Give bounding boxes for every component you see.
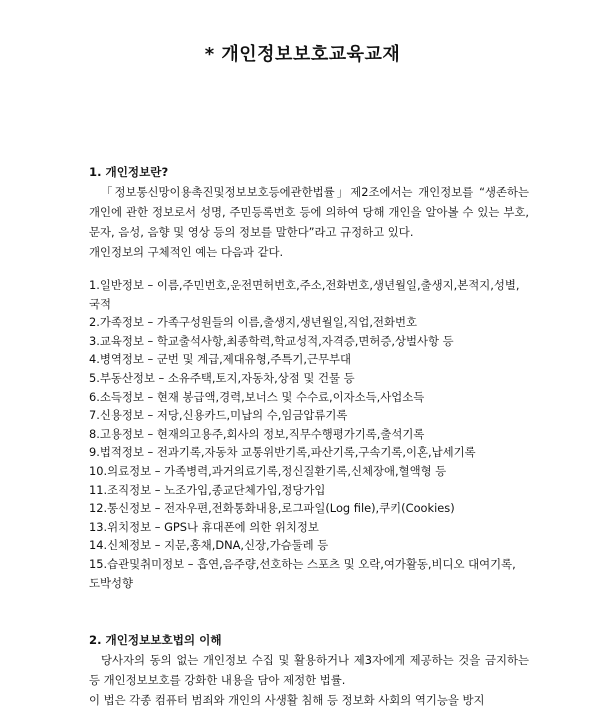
document-title: * 개인정보보호교육교재 — [204, 44, 401, 65]
list-item: 1.일반정보 – 이름,주민번호,운전면허번호,주소,전화번호,생년월일,출생지,본적지,성별,국적 — [89, 278, 520, 311]
section-1-paragraph: 「정보통신망이용촉진및정보보호등에관한법률」제2조에서는 개인정보를 “생존하는 개인에 관한 정보로서 성명, 주민등록번호 등에 의하여 당해 개인을 알아볼 수 있는 부호, 문자, 음성, 음향 및 영상 등의 정보를 말한다”라고 규정하고 있다. — [89, 185, 529, 239]
list-item: 15.습관및취미정보 – 흡연,음주량,선호하는 스포츠 및 오락,여가활동,비디오 대여기록,도박성향 — [89, 556, 516, 590]
list-item: 12.통신정보 – 전자우편,전화통화내용,로그파일(Log file),쿠키(Cookies) — [89, 501, 455, 516]
list-item: 11.조직정보 – 노조가입,종교단체가입,정당가입 — [89, 482, 326, 497]
list-item: 13.위치정보 – GPS나 휴대폰에 의한 위치정보 — [89, 519, 319, 534]
list-item: 8.고용정보 – 현재의고용주,회사의 정보,직무수행평가기록,출석기록 — [89, 426, 425, 441]
document-body — [89, 162, 529, 710]
list-item: 6.소득정보 – 현재 봉급액,경력,보너스 및 수수료,이자소득,사업소득 — [89, 389, 425, 404]
list-item: 3.교육정보 – 학교출석사항,최종학력,학교성적,자격증,면허증,상벌사항 등 — [89, 333, 454, 348]
personal-info-list — [89, 276, 529, 592]
list-item: 4.병역정보 – 군번 및 계급,제대유형,주특기,근무부대 — [89, 352, 351, 367]
list-item: 9.법적정보 – 전과기록,자동차 교통위반기록,파산기록,구속기록,이혼,납세기록 — [89, 445, 476, 460]
list-item: 2.가족정보 – 가족구성원들의 이름,출생지,생년월일,직업,전화번호 — [89, 315, 417, 330]
list-item: 14.신체정보 – 지문,홍채,DNA,신장,가슴둘레 등 — [89, 538, 329, 553]
list-item: 7.신용정보 – 저당,신용카드,미납의 수,임금압류기록 — [89, 408, 348, 423]
section-1-examples-intro: 개인정보의 구체적인 예는 다음과 같다. — [89, 245, 284, 259]
spacer — [89, 262, 529, 276]
list-item: 10.의료정보 – 가족병력,과거의료기록,정신질환기록,신체장애,혈액형 등 — [89, 463, 447, 478]
list-item: 5.부동산정보 – 소유주택,토지,자동차,상점 및 건물 등 — [89, 370, 355, 385]
section-2-paragraph: 당사자의 동의 없는 개인정보 수집 및 활용하거나 제3자에게 제공하는 것을 금지하는 등 개인정보보호를 강화한 내용을 담아 제정한 법률. — [89, 653, 529, 688]
section-2-heading: 2. 개인정보보호법의 이해 — [89, 633, 222, 648]
section-1-heading: 1. 개인정보란? — [89, 165, 169, 179]
section-2-paragraph-continued: 이 법은 각종 컴퓨터 범죄와 개인의 사생활 침해 등 정보화 사회의 역기능을 방지 — [89, 693, 485, 708]
spacer — [89, 592, 529, 630]
